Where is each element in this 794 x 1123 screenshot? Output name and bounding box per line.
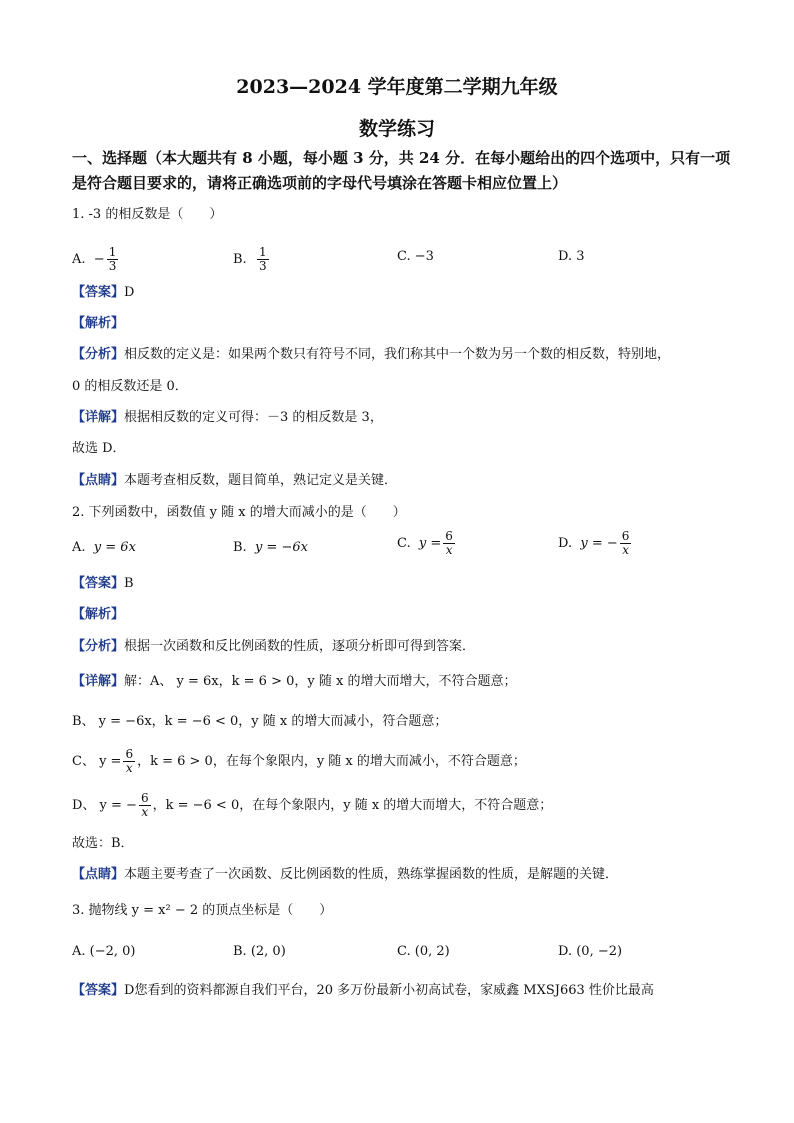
fraction: $\frac{6}{x}$ [445, 529, 453, 557]
question-1-stem: 1. -3 的相反数是（ ） [72, 207, 223, 222]
page-title: 2023—2024 学年度第二学期九年级 [236, 76, 558, 98]
q2-xiangjie: 【详解】解：A、 y = 6x，k = 6 > 0，y 随 x 的增大而增大，不符合题意； [72, 674, 517, 689]
q2-fenxi: 【分析】根据一次函数和反比例函数的性质，逐项分析即可得到答案． [72, 639, 476, 654]
q1-option-b: B. $\frac{1}{3}$ [233, 245, 267, 273]
q1-answer: 【答案】D [72, 285, 135, 300]
q2-line-b: B、 y = −6x，k = −6 < 0，y 随 x 的增大而减小，符合题意； [72, 714, 448, 729]
q2-option-b: B. y = −6x [233, 540, 308, 555]
q2-line-d: D、 y = − $\frac{6}{x}$ ，k = −6 < 0，在每个象限内，y 随 x 的增大而增大，不符合题意； [72, 791, 553, 819]
fraction: $\frac{6}{x}$ [125, 747, 134, 775]
fraction: $\frac{6}{x}$ [621, 529, 630, 557]
q1-option-d: D. 3 [558, 249, 585, 264]
q1-choose: 故选 D． [72, 441, 126, 456]
q1-dianjing: 【点睛】本题考查相反数，题目简单，熟记定义是关键． [72, 473, 398, 488]
q1-analysis-label: 【解析】 [72, 316, 125, 331]
question-2-stem: 2. 下列函数中，函数值 y 随 x 的增大而减小的是（ ） [72, 505, 406, 520]
question-3-stem: 3. 抛物线 y = x² − 2 的顶点坐标是（ ） [72, 903, 333, 918]
q1-fenxi-cont: 0 的相反数还是 0． [72, 379, 188, 394]
q2-dianjing: 【点睛】本题主要考查了一次函数、反比例函数的性质，熟练掌握函数的性质，是解题的关键． [72, 867, 619, 882]
q3-option-d: D. (0, −2) [558, 944, 623, 959]
watermark-text: 您看到的资料都源自我们平台，20 多万份最新小初高试卷，家威鑫 MXSJ663 性价比最高 [134, 983, 654, 998]
fraction: $\frac{1}{3}$ [258, 245, 267, 273]
q2-option-c: C. y = $\frac{6}{x}$ [397, 529, 453, 557]
q2-choose: 故选：B． [72, 836, 134, 851]
q2-answer: 【答案】B [72, 576, 134, 591]
q2-line-c: C、 y = $\frac{6}{x}$ ，k = 6 > 0，在每个象限内，y 随 x 的增大而减小，不符合题意； [72, 747, 526, 775]
q2-option-d: D. y = − $\frac{6}{x}$ [558, 529, 630, 557]
q1-option-c: C. −3 [397, 249, 434, 264]
fraction: $\frac{1}{3}$ [108, 245, 117, 273]
q3-option-c: C. (0, 2) [397, 944, 450, 959]
fraction: $\frac{6}{x}$ [140, 791, 149, 819]
page-subtitle: 数学练习 [358, 118, 435, 140]
q2-analysis-label: 【解析】 [72, 607, 125, 622]
q3-option-b: B. (2, 0) [233, 944, 286, 959]
q1-xiangjie: 【详解】根据相反数的定义可得：－3 的相反数是 3， [72, 410, 383, 425]
q1-option-a: A. − $\frac{1}{3}$ [72, 245, 117, 273]
section-heading: 一、选择题（本大题共有 8 小题，每小题 3 分，共 24 分．在每小题给出的四个选项中，只有一项是符合题目要求的，请将正确选项前的字母代号填涂在答题卡相应位置上） [72, 149, 731, 192]
q3-option-a: A. (−2, 0) [72, 944, 136, 959]
q2-option-a: A. y = 6x [72, 540, 136, 555]
q1-fenxi: 【分析】相反数的定义是：如果两个数只有符号不同，我们称其中一个数为另一个数的相反数，特别地， [72, 347, 671, 362]
q3-answer: 【答案】D您看到的资料都源自我们平台，20 多万份最新小初高试卷，家威鑫 MXSJ663 性价比最高 [72, 983, 654, 998]
